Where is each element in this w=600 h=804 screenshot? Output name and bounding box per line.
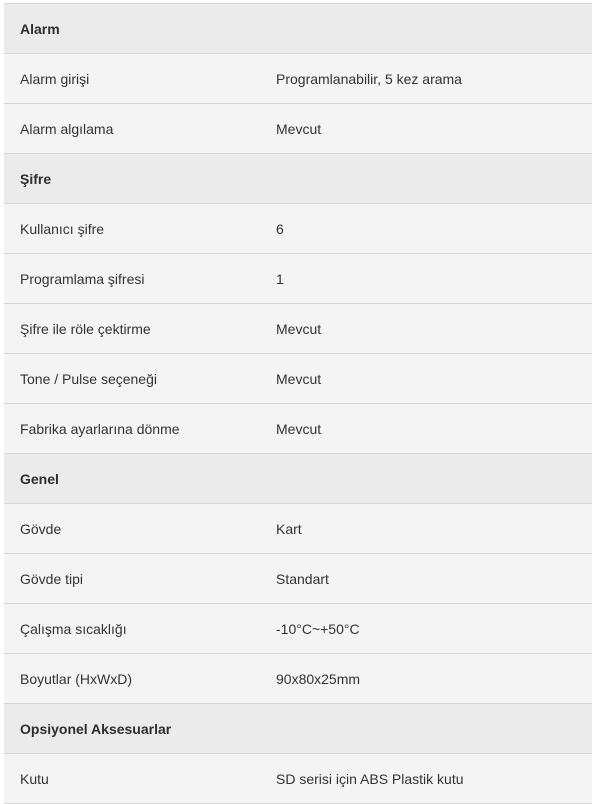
specifications-table (4, 3, 592, 804)
section-title: Alarm (4, 4, 592, 54)
spec-label: Alarm girişi (4, 54, 260, 104)
spec-row (4, 254, 592, 304)
section-header-sifre (4, 154, 592, 204)
spec-row (4, 504, 592, 554)
spec-row (4, 204, 592, 254)
spec-row (4, 604, 592, 654)
spec-value: Mevcut (260, 304, 592, 354)
spec-label: Şifre ile röle çektirme (4, 304, 260, 354)
spec-row (4, 554, 592, 604)
spec-label: Gövde (4, 504, 260, 554)
spec-row (4, 754, 592, 804)
spec-value: 1 (260, 254, 592, 304)
spec-value: Mevcut (260, 354, 592, 404)
spec-value: Standart (260, 554, 592, 604)
spec-value: Mevcut (260, 404, 592, 454)
spec-label: Kullanıcı şifre (4, 204, 260, 254)
spec-label: Kutu (4, 754, 260, 804)
spec-label: Programlama şifresi (4, 254, 260, 304)
spec-row (4, 654, 592, 704)
spec-value: Mevcut (260, 104, 592, 154)
spec-label: Tone / Pulse seçeneği (4, 354, 260, 404)
spec-label: Çalışma sıcaklığı (4, 604, 260, 654)
spec-label: Boyutlar (HxWxD) (4, 654, 260, 704)
spec-value: -10°C~+50°C (260, 604, 592, 654)
spec-value: Kart (260, 504, 592, 554)
spec-label: Gövde tipi (4, 554, 260, 604)
spec-label: Alarm algılama (4, 104, 260, 154)
section-header-genel (4, 454, 592, 504)
spec-row (4, 304, 592, 354)
section-header-opsiyonel-aksesuarlar (4, 704, 592, 754)
section-title: Opsiyonel Aksesuarlar (4, 704, 592, 754)
spec-label: Fabrika ayarlarına dönme (4, 404, 260, 454)
section-header-alarm (4, 4, 592, 54)
spec-row (4, 54, 592, 104)
section-title: Genel (4, 454, 592, 504)
spec-row (4, 354, 592, 404)
spec-row (4, 104, 592, 154)
spec-value: SD serisi için ABS Plastik kutu (260, 754, 592, 804)
spec-value: 90x80x25mm (260, 654, 592, 704)
spec-value: Programlanabilir, 5 kez arama (260, 54, 592, 104)
spec-value: 6 (260, 204, 592, 254)
section-title: Şifre (4, 154, 592, 204)
spec-row (4, 404, 592, 454)
